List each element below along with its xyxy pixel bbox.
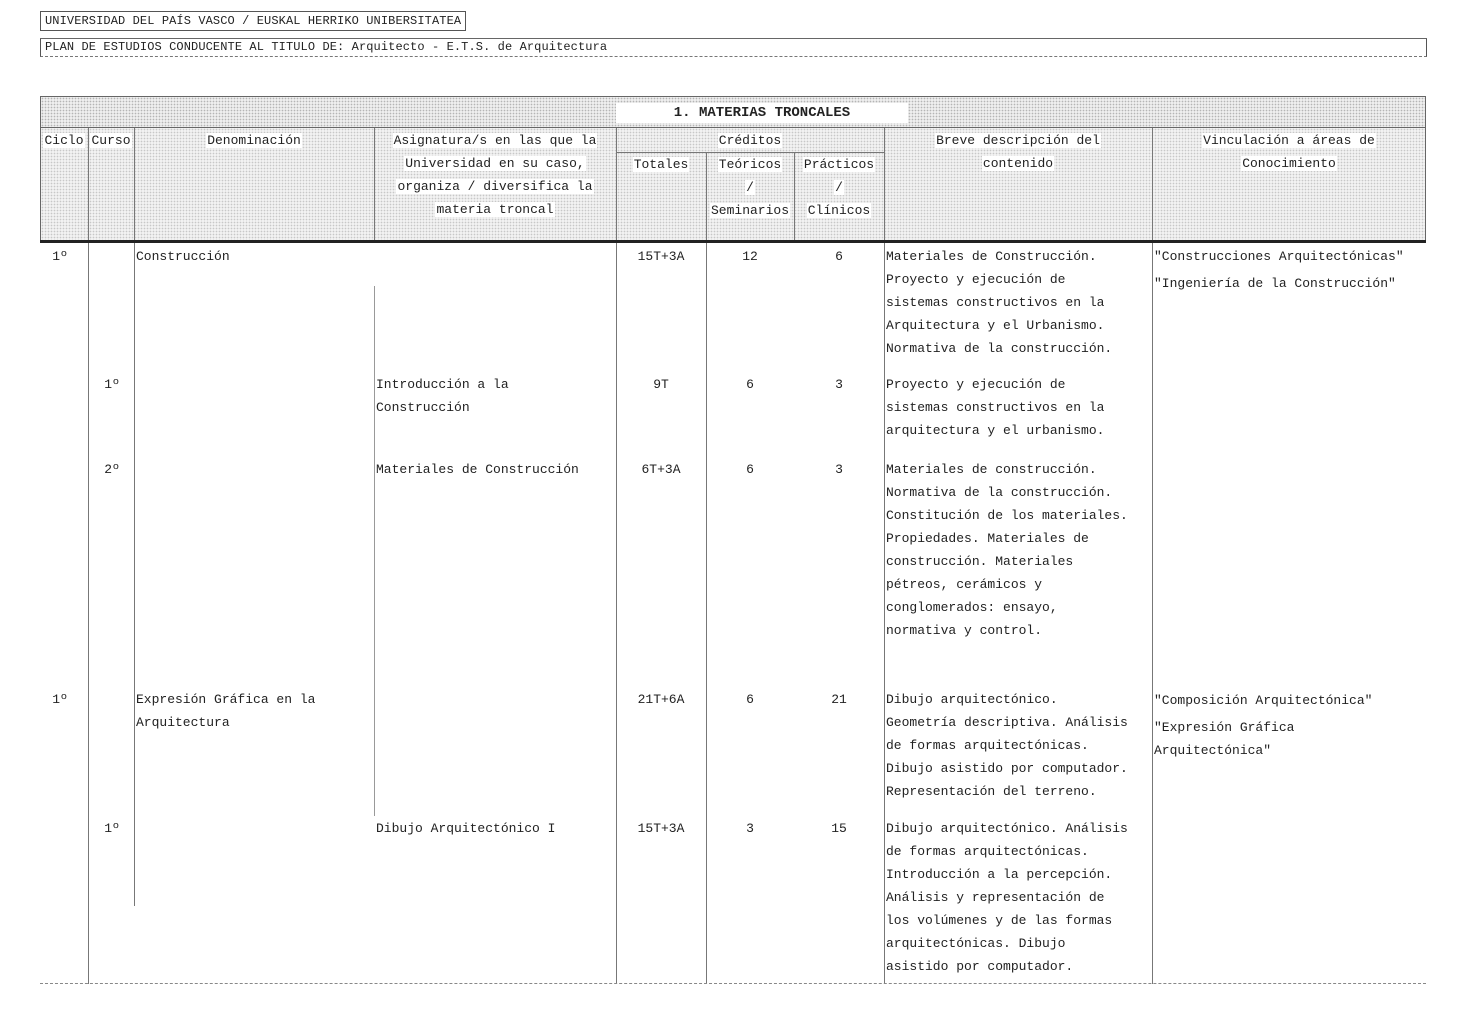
cell-asignatura: Introducción a la Construcción <box>376 377 509 415</box>
cell-vinculacion: "Composición Arquitectónica" "Expresión Gráfica Arquitectónica" <box>1154 693 1373 758</box>
plan-header: PLAN DE ESTUDIOS CONDUCENTE AL TITULO DE: Arquitecto - E.T.S. de Arquitectura <box>40 38 1427 57</box>
table-title-band <box>40 96 1426 128</box>
cell-descripcion: Dibujo arquitectónico. Geometría descriptiva. Análisis de formas arquitectónicas. Dibujo asistido por computador. Representación del terreno. <box>886 692 1128 799</box>
col-creditos: Créditos <box>718 133 782 148</box>
cell-teoricos: 12 <box>742 249 758 264</box>
cell-denominacion: Expresión Gráfica en la Arquitectura <box>136 692 316 730</box>
cell-asignatura: Dibujo Arquitectónico I <box>376 821 556 836</box>
cell-curso: 1º <box>104 821 120 836</box>
university-header: UNIVERSIDAD DEL PAÍS VASCO / EUSKAL HERRIKO UNIBERSITATEA <box>40 11 466 31</box>
cell-totales: 15T+3A <box>637 249 685 264</box>
col-asignatura: Asignatura/s en las que la Universidad en su caso, organiza / diversifica la materia troncal <box>393 133 597 217</box>
cell-denominacion: Construcción <box>136 249 230 264</box>
cell-practicos: 6 <box>835 249 843 264</box>
col-vinculacion: Vinculación a áreas de Conocimiento <box>1203 133 1375 171</box>
cell-teoricos: 6 <box>746 692 754 707</box>
table-title: 1. MATERIAS TRONCALES <box>616 103 908 123</box>
cell-descripcion: Proyecto y ejecución de sistemas constructivos en la arquitectura y el urbanismo. <box>886 377 1105 438</box>
cell-ciclo: 1º <box>52 692 68 707</box>
col-denominacion: Denominación <box>207 133 301 148</box>
cell-totales: 21T+6A <box>637 692 685 707</box>
cell-totales: 9T <box>653 377 669 392</box>
col-teoricos: Teóricos / Seminarios <box>710 157 789 218</box>
col-curso: Curso <box>91 133 131 148</box>
cell-curso: 1º <box>104 377 120 392</box>
cell-practicos: 3 <box>835 377 843 392</box>
cell-practicos: 21 <box>831 692 847 707</box>
cell-totales: 15T+3A <box>637 821 685 836</box>
cell-descripcion: Dibujo arquitectónico. Análisis de formas arquitectónicas. Introducción a la percepción. Análisis y representación de los volúmenes y de las formas arquitectónicas. Dibujo asistido por computador. <box>886 821 1128 974</box>
cell-descripcion: Materiales de Construcción. Proyecto y ejecución de sistemas constructivos en la Arquitectura y el Urbanismo. Normativa de la construcción. <box>886 249 1113 356</box>
col-practicos: Prácticos / Clínicos <box>803 157 875 218</box>
materias-troncales-table <box>40 96 1426 984</box>
cell-asignatura: Materiales de Construcción <box>376 462 579 477</box>
cell-totales: 6T+3A <box>641 462 681 477</box>
col-totales: Totales <box>633 157 689 172</box>
cell-curso: 2º <box>104 462 120 477</box>
cell-descripcion: Materiales de construcción. Normativa de la construcción. Constitución de los materiales. Propiedades. Materiales de construcción. Materiales pétreos, cerámicos y conglomerados: ensayo, normativa y control. <box>886 462 1128 638</box>
cell-practicos: 3 <box>835 462 843 477</box>
cell-teoricos: 3 <box>746 821 754 836</box>
cell-practicos: 15 <box>831 821 847 836</box>
col-ciclo: Ciclo <box>44 133 84 148</box>
col-descripcion: Breve descripción del contenido <box>936 133 1100 171</box>
cell-ciclo: 1º <box>52 249 68 264</box>
cell-teoricos: 6 <box>746 462 754 477</box>
cell-teoricos: 6 <box>746 377 754 392</box>
cell-vinculacion: "Construcciones Arquitectónicas" "Ingeniería de la Construcción" <box>1154 249 1404 291</box>
